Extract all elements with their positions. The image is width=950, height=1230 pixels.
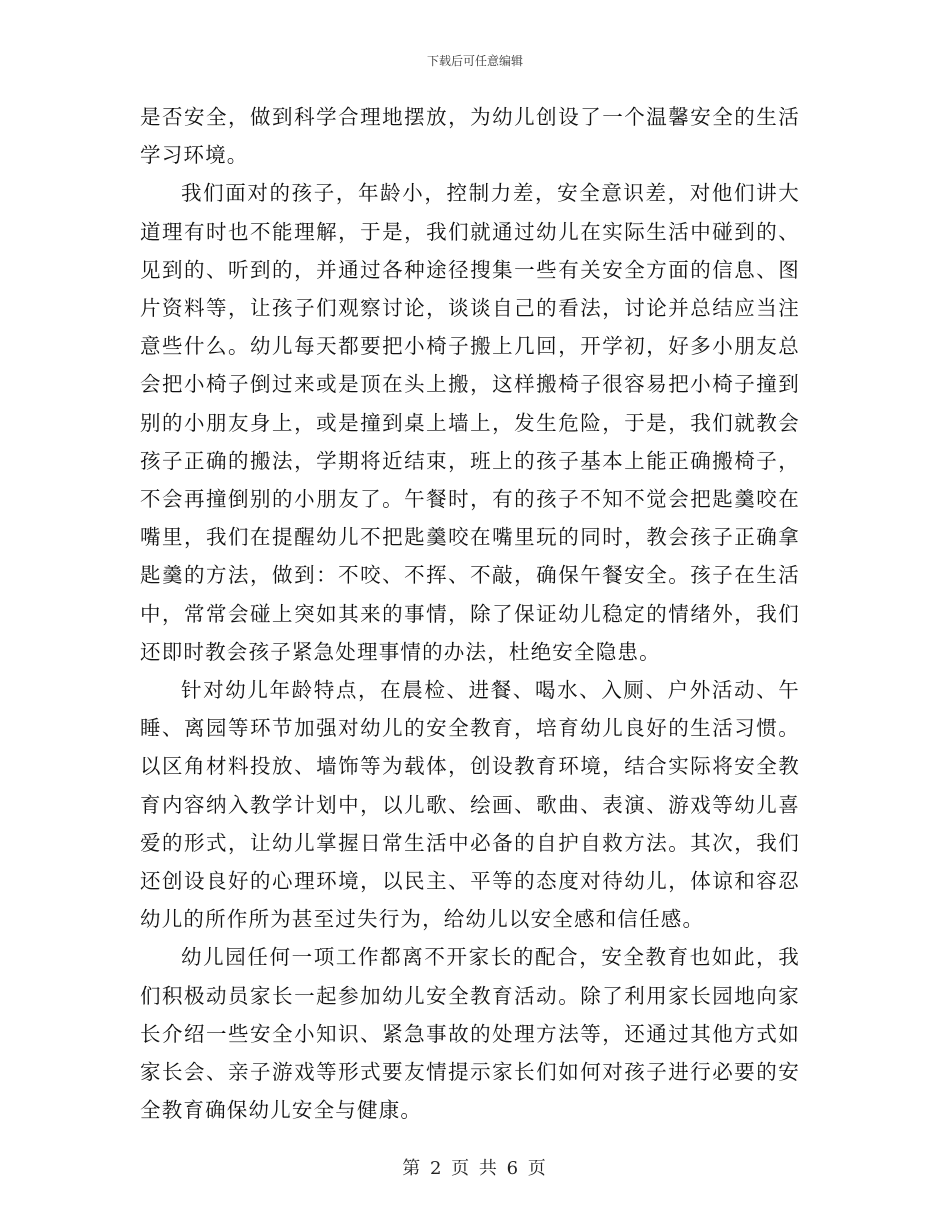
paragraph: 幼儿园任何一项工作都离不开家长的配合，安全教育也如此，我们积极动员家长一起参加幼儿安全教育活动。除了利用家长园地向家长介绍一些安全小知识、紧急事故的处理方法等，还通过其他方式如家长会、亲子游戏等形式要友情提示家长们如何对孩子进行必要的安全教育确保幼儿安全与健康。 <box>140 945 800 1123</box>
page-header-note: 下载后可任意编辑 <box>426 54 523 68</box>
paragraph-continuation: 是否安全，做到科学合理地摆放，为幼儿创设了一个温馨安全的生活学习环境。 <box>140 105 800 168</box>
page-number-footer: 第 2 页 共 6 页 <box>402 1158 548 1179</box>
paragraph: 针对幼儿年龄特点，在晨检、进餐、喝水、入厕、户外活动、午睡、离园等环节加强对幼儿的安全教育，培育幼儿良好的生活习惯。以区角材料投放、墙饰等为载体，创设教育环境，结合实际将安全教育内容纳入教学计划中，以儿歌、绘画、歌曲、表演、游戏等幼儿喜爱的形式，让幼儿掌握日常生活中必备的自护自救方法。其次，我们还创设良好的心理环境，以民主、平等的态度对待幼儿，体谅和容忍幼儿的所作所为甚至过失行为，给幼儿以安全感和信任感。 <box>140 678 800 932</box>
document-body <box>140 98 800 1129</box>
paragraph: 我们面对的孩子，年龄小，控制力差，安全意识差，对他们讲大道理有时也不能理解，于是，我们就通过幼儿在实际生活中碰到的、见到的、听到的，并通过各种途径搜集一些有关安全方面的信息、图片资料等，让孩子们观察讨论，谈谈自己的看法，讨论并总结应当注意些什么。幼儿每天都要把小椅子搬上几回，开学初，好多小朋友总会把小椅子倒过来或是顶在头上搬，这样搬椅子很容易把小椅子撞到别的小朋友身上，或是撞到桌上墙上，发生危险，于是，我们就教会孩子正确的搬法，学期将近结束，班上的孩子基本上能正确搬椅子，不会再撞倒别的小朋友了。午餐时，有的孩子不知不觉会把匙羹咬在嘴里，我们在提醒幼儿不把匙羹咬在嘴里玩的同时，教会孩子正确拿匙羹的方法，做到：不咬、不挥、不敲，确保午餐安全。孩子在生活中，常常会碰上突如其来的事情，除了保证幼儿稳定的情绪外，我们还即时教会孩子紧急处理事情的办法，杜绝安全隐患。 <box>140 181 800 664</box>
